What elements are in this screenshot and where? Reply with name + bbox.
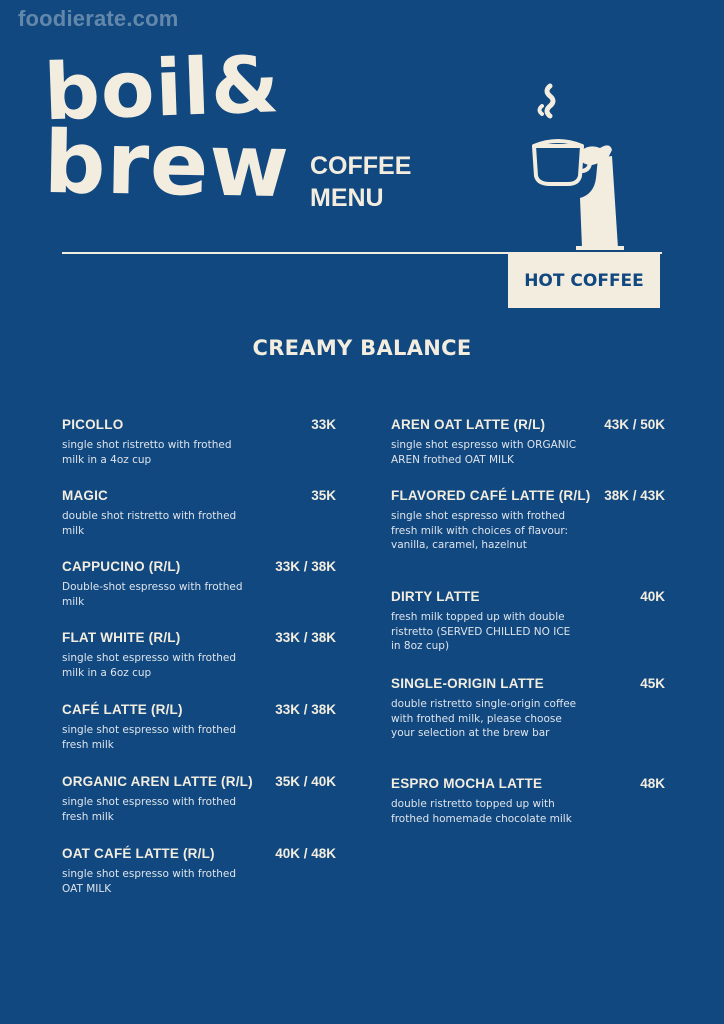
menu-item bbox=[62, 702, 336, 752]
item-name: OAT CAFÉ LATTE (R/L) bbox=[62, 846, 215, 861]
item-price: 35K bbox=[311, 488, 336, 503]
item-name: PICOLLO bbox=[62, 417, 124, 432]
item-price: 33K / 38K bbox=[275, 702, 336, 717]
item-name: AREN OAT LATTE (R/L) bbox=[391, 417, 546, 432]
item-name: FLAT WHITE (R/L) bbox=[62, 630, 181, 645]
subtitle-line-2: MENU bbox=[310, 184, 384, 212]
item-price: 33K / 38K bbox=[275, 559, 336, 574]
item-price: 33K / 38K bbox=[275, 630, 336, 645]
menu-item bbox=[62, 774, 336, 824]
item-description: single shot espresso with frothed fresh milk bbox=[62, 796, 236, 823]
item-description: single shot espresso with frothed fresh milk with choices of flavour: vanilla, caramel, hazelnut bbox=[391, 510, 569, 551]
item-price: 48K bbox=[640, 776, 665, 791]
menu-item bbox=[391, 417, 665, 467]
menu-item bbox=[391, 488, 665, 553]
item-description: double shot ristretto with frothed milk bbox=[62, 510, 237, 537]
item-price: 45K bbox=[640, 676, 665, 691]
item-description: single shot espresso with frothed milk in a 6oz cup bbox=[62, 652, 236, 679]
menu-item bbox=[391, 676, 665, 741]
item-description: double ristretto single-origin coffee with frothed milk, please choose your selection at the brew bar bbox=[391, 698, 577, 739]
coffee-cup-hand-icon bbox=[520, 78, 630, 258]
item-name: MAGIC bbox=[62, 488, 108, 503]
item-name: CAPPUCINO (R/L) bbox=[62, 559, 181, 574]
brand-line-1: boil& bbox=[42, 40, 282, 139]
item-name: FLAVORED CAFÉ LATTE (R/L) bbox=[391, 488, 591, 503]
item-name: ESPRO MOCHA LATTE bbox=[391, 776, 543, 791]
category-tag: HOT COFFEE bbox=[508, 254, 660, 308]
item-description: single shot espresso with ORGANIC AREN frothed OAT MILK bbox=[391, 439, 577, 466]
menu-item bbox=[62, 630, 336, 680]
brand-line-2: brew bbox=[43, 112, 291, 218]
menu-item bbox=[391, 776, 665, 826]
item-price: 33K bbox=[311, 417, 336, 432]
menu-item bbox=[62, 488, 336, 538]
item-price: 40K bbox=[640, 589, 665, 604]
item-description: Double-shot espresso with frothed milk bbox=[62, 581, 243, 608]
menu-item bbox=[62, 417, 336, 467]
item-description: single shot ristretto with frothed milk in a 4oz cup bbox=[62, 439, 232, 466]
item-name: DIRTY LATTE bbox=[391, 589, 480, 604]
menu-subtitle bbox=[310, 150, 411, 214]
item-description: single shot espresso with frothed OAT MILK bbox=[62, 868, 236, 895]
item-price: 43K / 50K bbox=[604, 417, 665, 432]
item-name: SINGLE-ORIGIN LATTE bbox=[391, 676, 544, 691]
item-price: 35K / 40K bbox=[275, 774, 336, 789]
watermark: foodierate.com bbox=[18, 6, 179, 31]
menu-item bbox=[62, 559, 336, 609]
menu-item bbox=[391, 589, 665, 654]
item-name: ORGANIC AREN LATTE (R/L) bbox=[62, 774, 253, 789]
item-price: 40K / 48K bbox=[275, 846, 336, 861]
section-title: CREAMY BALANCE bbox=[252, 336, 472, 360]
subtitle-line-1: COFFEE bbox=[310, 152, 412, 180]
menu-item bbox=[62, 846, 336, 896]
item-price: 38K / 43K bbox=[604, 488, 665, 503]
brand-logo bbox=[42, 40, 294, 228]
item-name: CAFÉ LATTE (R/L) bbox=[62, 702, 183, 717]
item-description: double ristretto topped up with frothed homemade chocolate milk bbox=[391, 798, 572, 825]
item-description: single shot espresso with frothed fresh milk bbox=[62, 724, 236, 751]
item-description: fresh milk topped up with double ristretto (SERVED CHILLED NO ICE in 8oz cup) bbox=[391, 611, 571, 652]
